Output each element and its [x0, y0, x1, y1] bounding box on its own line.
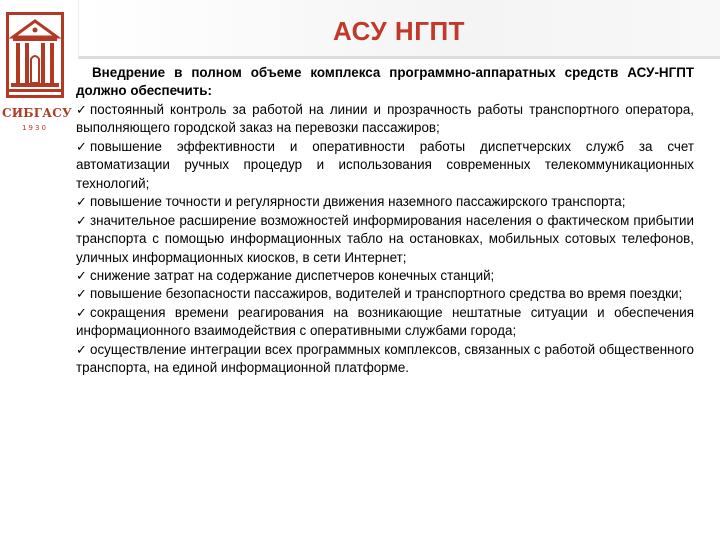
list-item: [76, 138, 694, 193]
list-item: [76, 193, 694, 211]
list-item-text: значительное расширение возможностей информирования населения о фактическом прибытии транспорта с помощью информационных табло на остановках, мобильных сотовых телефонов, уличных информационных киосков, в сети Интернет;: [76, 212, 694, 265]
list-item: [76, 285, 694, 303]
list-item-text: постоянный контроль за работой на линии и прозрачность работы транспортного оператора, выполняющего городской заказ на перевозки пассажиров;: [76, 101, 694, 136]
list-item-text: сокращения времени реагирования на возникающие нештатные ситуации и обеспечения информационного взаимодействия с оперативными службами города;: [76, 304, 694, 339]
content-body: [76, 64, 694, 378]
building-logo-icon: [6, 12, 64, 98]
list-item-text: повышение эффективности и оперативности работы диспетчерских служб за счет автоматизации ручных процедур и использования современных телекоммуникационных технологий;: [76, 138, 694, 191]
checkmark-icon: ✓: [76, 138, 87, 154]
checkmark-icon: ✓: [76, 286, 87, 302]
list-item-text: осуществление интеграции всех программных комплексов, связанных с работой общественного транспорта, на единой информационной платформе.: [76, 341, 694, 376]
logo-year: 1930: [22, 124, 48, 132]
list-item: [76, 212, 694, 267]
checkmark-icon: ✓: [76, 101, 87, 117]
list-item: [76, 267, 694, 285]
list-item-text: повышение безопасности пассажиров, водителей и транспортного средства во время поездки;: [90, 286, 683, 302]
checkmark-icon: ✓: [76, 267, 87, 283]
checkmark-icon: ✓: [76, 194, 87, 210]
list-item-text: повышение точности и регулярности движения наземного пассажирского транспорта;: [90, 194, 626, 210]
checkmark-icon: ✓: [76, 304, 87, 320]
checkmark-icon: ✓: [76, 212, 87, 228]
checkmark-icon: ✓: [76, 341, 87, 357]
list-item: [76, 341, 694, 378]
intro-text: Внедрение в полном объеме комплекса программно-аппаратных средств АСУ-НГПТ должно обеспечить:: [76, 65, 694, 99]
list-item-text: снижение затрат на содержание диспетчеров конечных станций;: [90, 267, 495, 283]
list-item: [76, 101, 694, 138]
list-item: [76, 304, 694, 341]
university-logo: [2, 6, 72, 134]
logo-text: СИБГАСУ: [2, 106, 72, 120]
page-title: АСУ НГПТ: [332, 16, 466, 46]
